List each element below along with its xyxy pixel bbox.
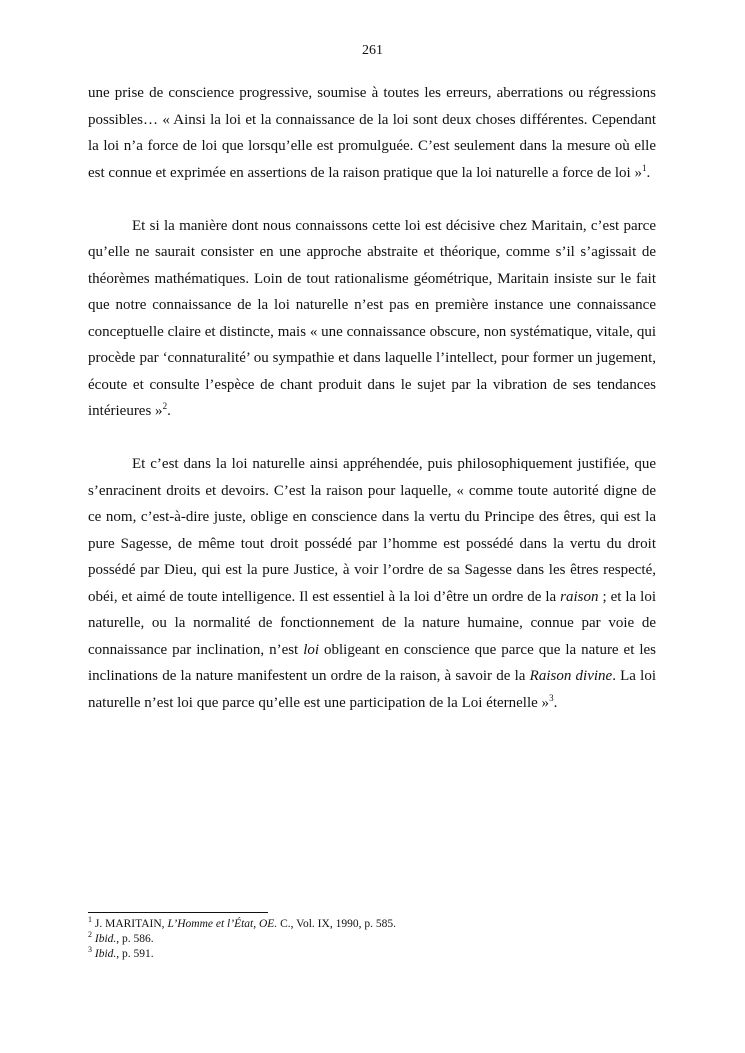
footnotes (88, 917, 656, 962)
italic-text: raison (560, 588, 599, 605)
italic-text: Raison divine (529, 668, 613, 684)
page-number: 261 (362, 43, 383, 58)
paragraph-2 (88, 213, 656, 425)
text-run: . La loi naturelle n’est loi que parce qu’elle est une participation de la Loi éternelle » (88, 668, 657, 711)
text-run: une prise de conscience progressive, soumise à toutes les erreurs, aberrations ou régressions possibles… « Ainsi la loi et la connaissance de la loi sont deux choses différentes. Cependant la loi n’a force de loi que lorsqu’elle est promulguée. C’est seulement dans la mesure où elle est connue et exprimée en assertions de la raison pratique que la loi naturelle a force de loi » (88, 85, 656, 181)
footnote-number: 1 (88, 915, 92, 925)
footnote-separator (88, 912, 268, 913)
paragraph-1 (88, 80, 656, 186)
footnote-number: 3 (88, 945, 92, 955)
text-run: . (646, 164, 651, 181)
footnote-2 (88, 932, 656, 947)
text-run: . (167, 403, 171, 419)
body-text (88, 80, 656, 716)
text-run: obligeant en conscience que parce que la nature et les inclinations de la nature manifestent un ordre de la raison, à savoir de la (88, 641, 656, 684)
text-run: C., Vol. IX, 1990, p. 585. (277, 918, 396, 930)
italic-text: loi (303, 641, 320, 658)
text-run: , p. 586. (116, 933, 154, 945)
italic-text: Ibid. (94, 933, 117, 945)
text-run: Et si la manière dont nous connaissons cette loi est décisive chez Maritain, c’est parce qu’elle ne saurait consister en une approche abstraite et théorique, comme s’il s’agissait de théorèmes mathématiques. Loin de tout rationalisme géométrique, Maritain insiste sur le fait que notre connaissance de la loi naturelle n’est pas en première instance une connaissance conceptuelle claire et distincte, mais « une connaissance obscure, non systématique, vitale, qui procède par ‘connaturalité’ ou sympathie et dans laquelle l’intellect, pour former un jugement, écoute et consulte l’espèce de chant produit dans le sujet par la vibration de ses tendances intérieures » (88, 217, 656, 419)
text-run: Et c’est dans la loi naturelle ainsi appréhendée, puis philosophiquement justifiée, que s’enracinent droits et devoirs. C’est la raison pour laquelle, « comme toute autorité digne de ce nom, c’est-à-dire juste, oblige en conscience dans la vertu du Principe des êtres, qui est la pure Sagesse, de même tout droit possédé par l’homme est possédé dans la vertu du droit possédé par Dieu, qui est la pure Justice, à voir l’ordre de sa Sagesse dans les êtres respecté, obéi, et aimé de toute intelligence. Il est essentiel à la loi d’être un ordre de la (88, 456, 656, 605)
footnote-number: 2 (88, 930, 92, 940)
footnote-ref: 2 (162, 401, 168, 411)
footnote-ref: 3 (549, 692, 554, 703)
italic-text: Ibid. (94, 948, 117, 960)
text-run: J. MARITAIN, (94, 918, 168, 930)
text-run: . (553, 694, 558, 711)
italic-text: L’Homme et l’État, OE. (167, 918, 278, 930)
footnote-1 (88, 917, 656, 932)
paragraph-3 (88, 451, 656, 716)
footnote-3 (88, 947, 656, 962)
text-run: , p. 591. (116, 948, 154, 960)
footnote-ref: 1 (641, 162, 647, 173)
text-run: ; et la loi naturelle, ou la normalité de fonctionnement de la nature humaine, connue par voie de connaissance par inclination, n’est (88, 588, 656, 658)
